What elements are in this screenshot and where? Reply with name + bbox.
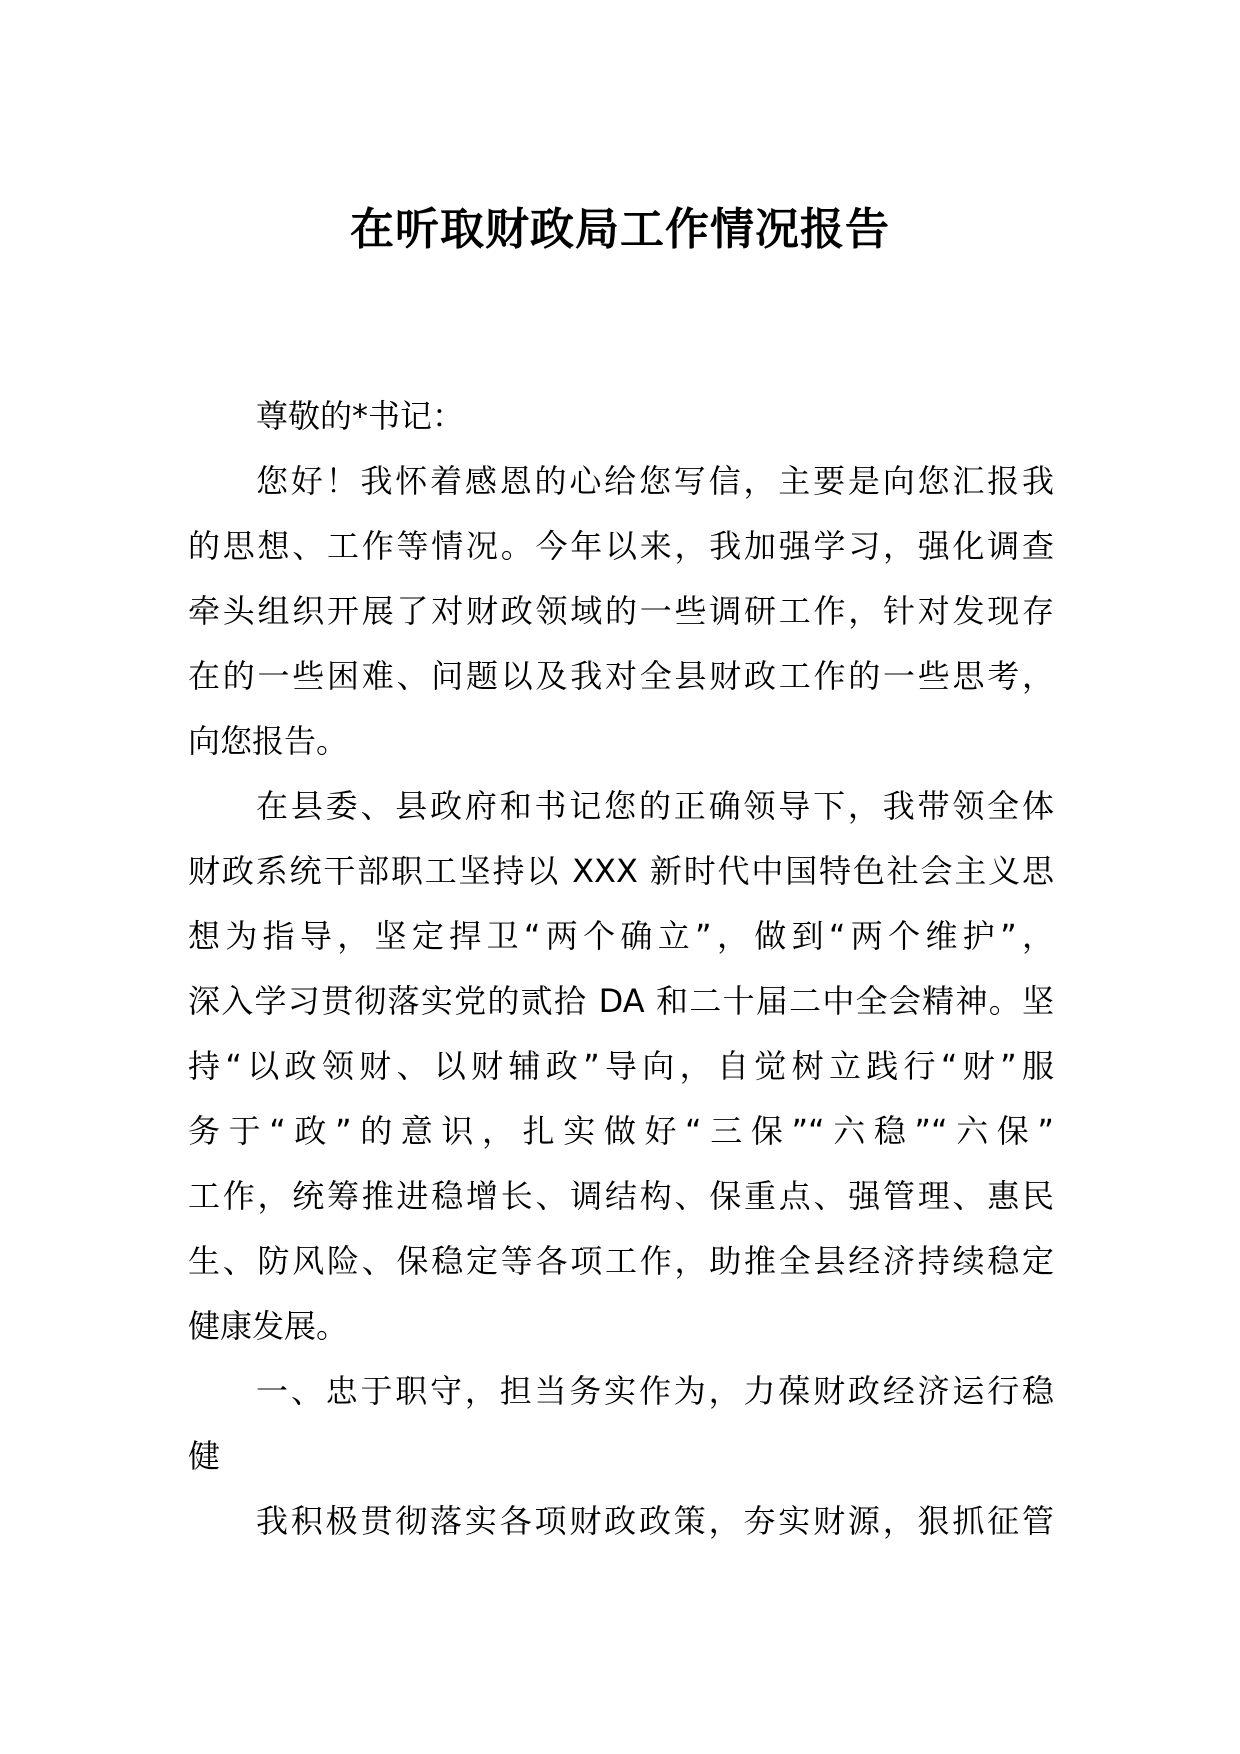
text-line: 生、防风险、保稳定等各项工作，助推全县经济持续稳定 (188, 1242, 1054, 1280)
text-line: 健康发展。 (188, 1307, 349, 1345)
paragraph-greeting (188, 449, 1054, 774)
text-line: 您好！我怀着感恩的心给您写信，主要是向您汇报我 (256, 462, 1054, 500)
document-title: 在听取财政局工作情况报告 (350, 204, 890, 255)
text-line: 持“以政领财、以财辅政”导向，自觉树立践行“财”服 (188, 1047, 1054, 1085)
text-line: 在县委、县政府和书记您的正确领导下，我带领全体 (256, 787, 1054, 825)
text-line: 在的一些困难、问题以及我对全县财政工作的一些思考， (188, 657, 1054, 695)
text-line: 的思想、工作等情况。今年以来，我加强学习，强化调查 (188, 527, 1054, 565)
text-line: 一、忠于职守，担当务实作为，力葆财政经济运行稳 (256, 1372, 1054, 1410)
text-line: 尊敬的*书记： (256, 397, 465, 435)
text-line: 财政系统干部职工坚持以 XXX 新时代中国特色社会主义思 (188, 852, 1054, 890)
text-line: 想为指导，坚定捍卫“两个确立”，做到“两个维护”， (188, 917, 1054, 955)
text-line: 工作，统筹推进稳增长、调结构、保重点、强管理、惠民 (188, 1177, 1054, 1215)
text-line: 牵头组织开展了对财政领域的一些调研工作，针对发现存 (188, 592, 1054, 630)
text-line: 务于“政”的意识，扎实做好“三保”“六稳”“六保” (188, 1112, 1054, 1150)
section-heading-1 (188, 1359, 1054, 1489)
paragraph-section-1 (188, 1489, 1054, 1554)
text-line: 健 (188, 1437, 221, 1475)
paragraph-leadership (188, 774, 1054, 1359)
document-body (188, 384, 1054, 1554)
text-line: 我积极贯彻落实各项财政政策，夯实财源，狠抓征管 (256, 1502, 1054, 1540)
text-line: 深入学习贯彻落实党的贰拾 DA 和二十届二中全会精神。坚 (188, 982, 1054, 1020)
salutation (188, 384, 1054, 449)
text-line: 向您报告。 (188, 722, 349, 760)
